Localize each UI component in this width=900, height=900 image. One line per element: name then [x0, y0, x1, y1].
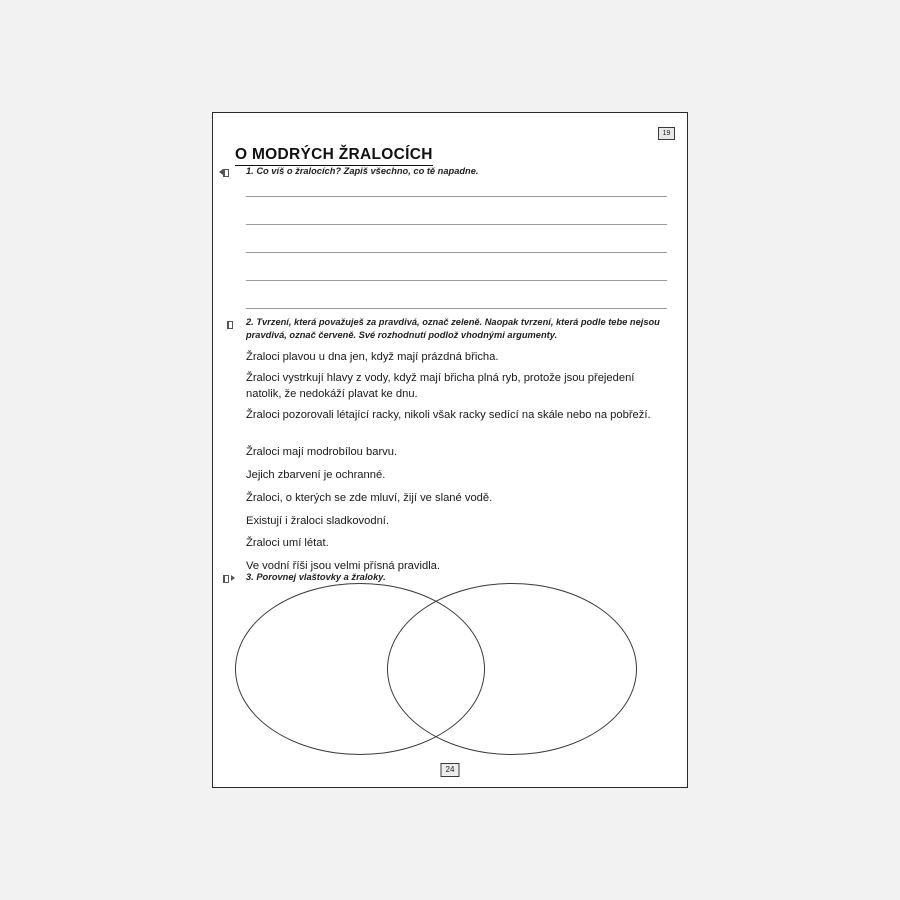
page-number-badge-top: 19 [658, 127, 675, 140]
page-content [213, 113, 687, 787]
statement-item[interactable]: Ve vodní říši jsou velmi přísná pravidla. [246, 560, 441, 572]
exercise-2-label: 2. Tvrzení, která považuješ za pravdivá, označ zeleně. Naopak tvrzení, která podle tebe nejsou pravdivá, označ červeně. Své rozhodnutí podlož vhodnými argumenty. [246, 317, 660, 340]
venn-diagram[interactable] [235, 583, 667, 773]
answer-line-5[interactable] [246, 308, 667, 309]
exercise-3-label: 3. Porovnej vlaštovky a žraloky. [246, 572, 386, 582]
venn-circle-right[interactable] [387, 583, 637, 755]
answer-line-4[interactable] [246, 280, 667, 281]
worksheet-page [212, 112, 688, 788]
statement-item[interactable]: Existují i žraloci sladkovodní. [246, 515, 390, 527]
statement-item[interactable]: Žraloci umí létat. [246, 537, 329, 549]
statement-item[interactable]: Žraloci pozorovali létající racky, nikoli však racky sedící na skále nebo na pobřeží. [246, 409, 651, 421]
triangle-right-icon [231, 575, 235, 581]
answer-line-2[interactable] [246, 224, 667, 225]
statement-item[interactable]: Žraloci plavou u dna jen, když mají prázdná břicha. [246, 351, 499, 363]
book-icon [223, 169, 229, 177]
page-number-badge-bottom: 24 [441, 763, 460, 777]
book-icon [223, 574, 235, 584]
answer-line-1[interactable] [246, 196, 667, 197]
page-title: O MODRÝCH ŽRALOCÍCH [235, 146, 433, 166]
statement-item[interactable]: Žraloci mají modrobílou barvu. [246, 446, 398, 458]
statement-item[interactable]: Jejich zbarvení je ochranné. [246, 469, 386, 481]
answer-line-3[interactable] [246, 252, 667, 253]
book-icon [227, 320, 233, 330]
statement-item[interactable]: Žraloci, o kterých se zde mluví, žijí ve slané vodě. [246, 492, 493, 504]
statement-item[interactable]: Žraloci vystrkují hlavy z vody, když mají břicha plná ryb, protože jsou přejedení natolik, že nedokáží plavat ke dnu. [246, 372, 635, 400]
triangle-left-icon [219, 168, 229, 178]
exercise-1-label: 1. Co víš o žralocích? Zapiš všechno, co tě napadne. [246, 166, 479, 176]
